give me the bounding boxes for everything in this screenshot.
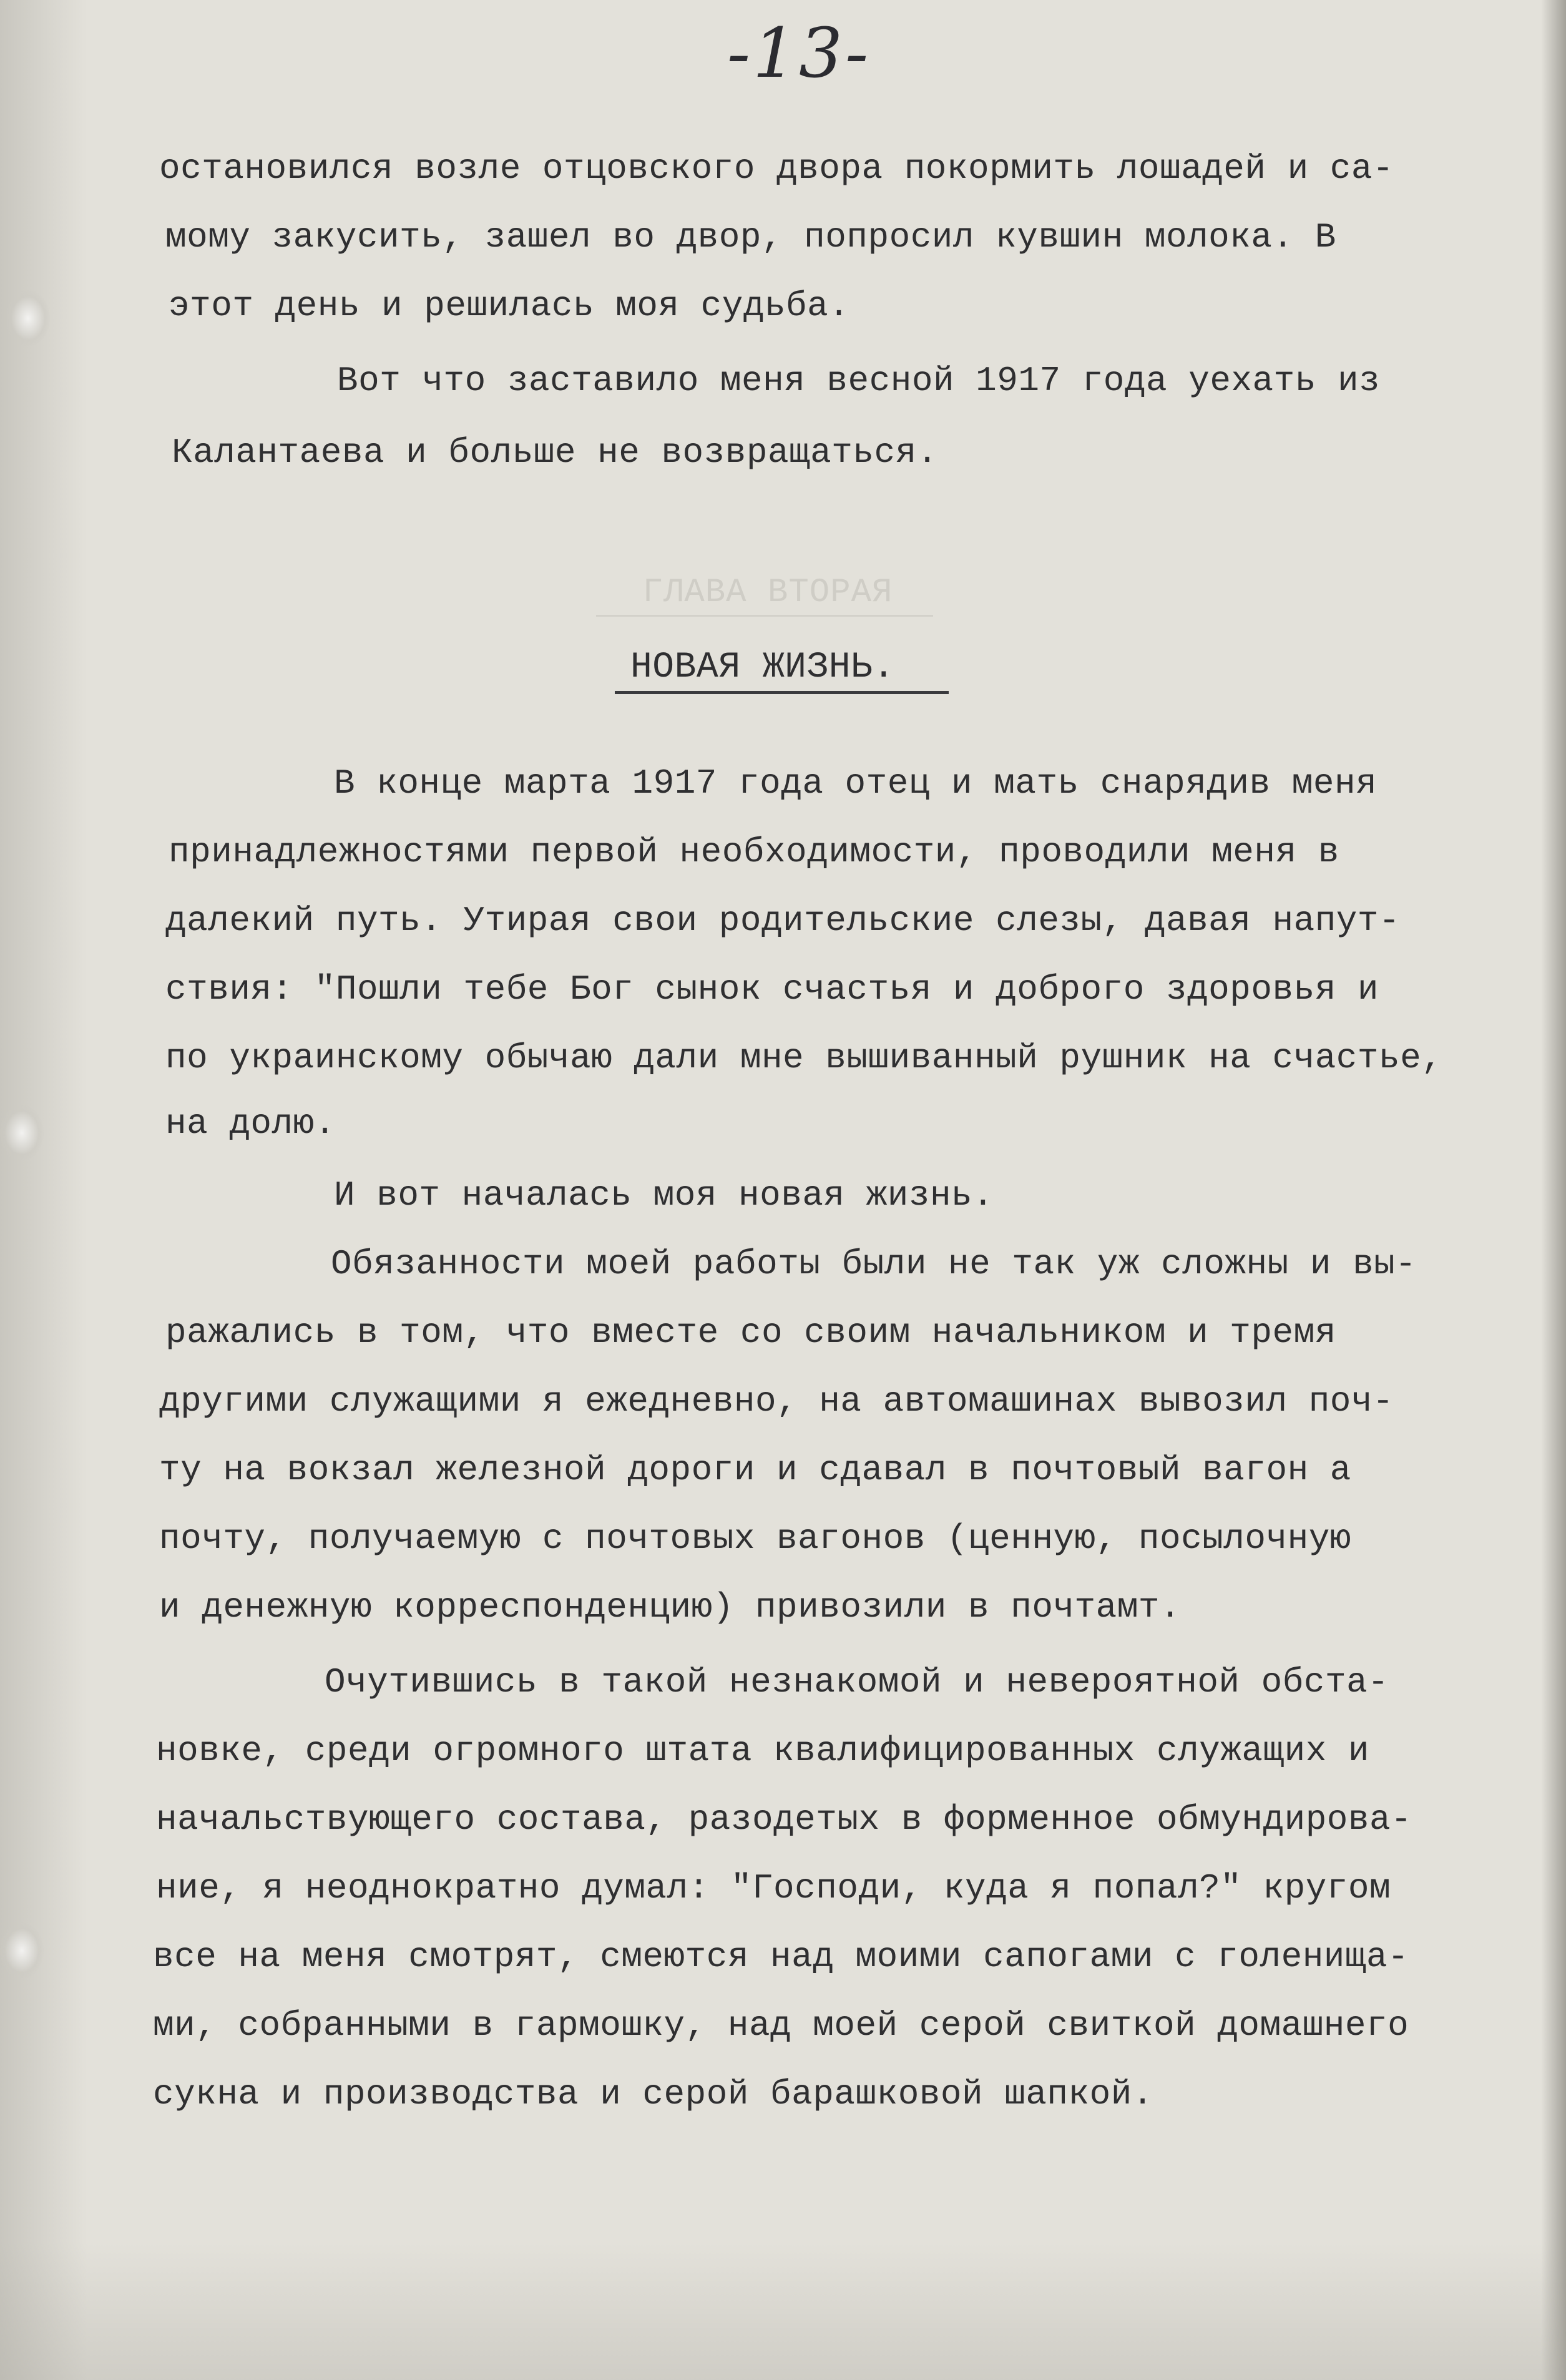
text-line: и денежную корреспонденцию) привозили в почтамт. [159, 1587, 1182, 1627]
page-edge-shadow-bottom [0, 2243, 1566, 2380]
text-line: на долю. [165, 1104, 336, 1143]
punch-hole-mark [6, 290, 50, 346]
chapter-title: НОВАЯ ЖИЗНЬ. [630, 647, 895, 688]
text-line: этот день и решилась моя судьба. [169, 286, 850, 326]
text-line: далекий путь. Утирая свои родительские слезы, давая напут- [165, 901, 1401, 941]
text-line: все на меня смотрят, смеются над моими сапогами с голенища- [153, 1937, 1409, 1977]
text-line: начальствующего состава, разодетых в форменное обмундирова- [156, 1800, 1412, 1839]
chapter-title-underline [615, 691, 949, 694]
text-line: Очутившись в такой незнакомой и невероятной обста- [325, 1662, 1389, 1702]
text-line: ми, собранными в гармошку, над моей серой свиткой домашнего [153, 2005, 1409, 2045]
text-line: новке, среди огромного штата квалифицированных служащих и [156, 1731, 1370, 1771]
faded-chapter-underline [596, 615, 933, 617]
text-line: другими служащими я ежедневно, на автомашинах вывозил поч- [159, 1381, 1394, 1421]
text-line: принадлежностями первой необходимости, проводили меня в [169, 832, 1339, 872]
text-line: по украинскому обычаю дали мне вышиванный рушник на счастье, [165, 1038, 1443, 1078]
punch-hole-mark [0, 1922, 44, 1979]
text-line: почту, получаемую с почтовых вагонов (ценную, посылочную [159, 1519, 1351, 1559]
page-edge-shadow-left [0, 0, 87, 2380]
text-line: Вот что заставило меня весной 1917 года уехать из [337, 361, 1381, 401]
text-line: В конце марта 1917 года отец и мать снарядив меня [334, 763, 1378, 803]
text-line: остановился возле отцовского двора покормить лошадей и са- [159, 149, 1394, 189]
text-line: Калантаева и больше не возвращаться. [172, 433, 938, 473]
text-line: мому закусить, зашел во двор, попросил кувшин молока. В [165, 217, 1336, 257]
faded-chapter-label: ГЛАВА ВТОРАЯ [642, 574, 893, 612]
text-line: Обязанности моей работы были не так уж сложны и вы- [331, 1244, 1417, 1284]
page-edge-shadow-right [1541, 0, 1566, 2380]
text-line: И вот началась моя новая жизнь. [334, 1175, 994, 1215]
handwritten-page-number: -13- [727, 13, 871, 93]
text-line: ствия: "Пошли тебе Бог сынок счастья и доброго здоровья и [165, 969, 1379, 1009]
text-line: ние, я неоднократно думал: "Господи, куда я попал?" кругом [156, 1868, 1391, 1908]
text-line: ражались в том, что вместе со своим начальником и тремя [165, 1313, 1336, 1353]
text-line: ту на вокзал железной дороги и сдавал в почтовый вагон а [159, 1450, 1351, 1490]
punch-hole-mark [0, 1105, 44, 1161]
text-line: сукна и производства и серой барашковой шапкой. [153, 2074, 1153, 2114]
